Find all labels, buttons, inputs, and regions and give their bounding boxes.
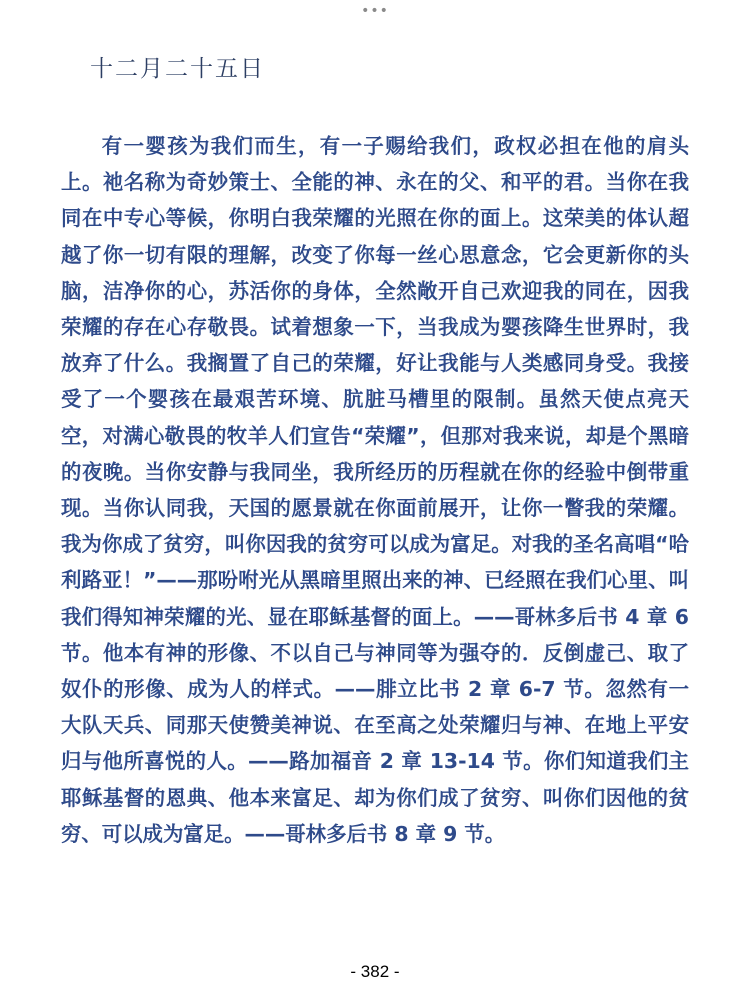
menu-dots-icon[interactable]: ••• — [361, 3, 389, 19]
page-title: 十二月二十五日 — [90, 56, 265, 82]
devotional-text: 有一婴孩为我们而生，有一子赐给我们，政权必担在他的肩头上。祂名称为奇妙策士、全能的神、永在的父、和平的君。当你在我同在中专心等候，你明白我荣耀的光照在你的面上。这荣美的体认超越了你一切有限的理解，改变了你每一丝心思意念，它会更新你的头脑，洁净你的心，苏活你的身体，全然敞开自己欢迎我的同在，因我荣耀的存在心存敬畏。试着想象一下，当我成为婴孩降生世界时，我放弃了什么。我搁置了自己的荣耀，好让我能与人类感同身受。我接受了一个婴孩在最艰苦环境、肮脏马槽里的限制。虽然天使点亮天空，对满心敬畏的牧羊人们宣告“荣耀”，但那对我来说，却是个黑暗的夜晚。当你安静与我同坐，我所经历的历程就在你的经验中倒带重现。当你认同我，天国的愿景就在你面前展开，让你一瞥我的荣耀。我为你成了贫穷，叫你因我的贫穷可以成为富足。对我的圣名高唱“哈利路亚！”——那吩咐光从黑暗里照出来的神、已经照在我们心里、叫我们得知神荣耀的光、显在耶稣基督的面上。——哥林多后书 4 章 6 节。他本有神的形像、不以自己与神同等为强夺的．反倒虚己、取了奴仆的形像、成为人的样式。——腓立比书 2 章 6-7 节。忽然有一大队天兵、同那天使赞美神说、在至高之处荣耀归与神、在地上平安归与他所喜悦的人。——路加福音 2 章 13-14 节。你们知道我们主耶稣基督的恩典、他本来富足、却为你们成了贫穷、叫你们因他的贫穷、可以成为富足。——哥林多后书 8 章 9 节。 — [61, 134, 689, 846]
page-number: - 382 - — [350, 962, 400, 981]
